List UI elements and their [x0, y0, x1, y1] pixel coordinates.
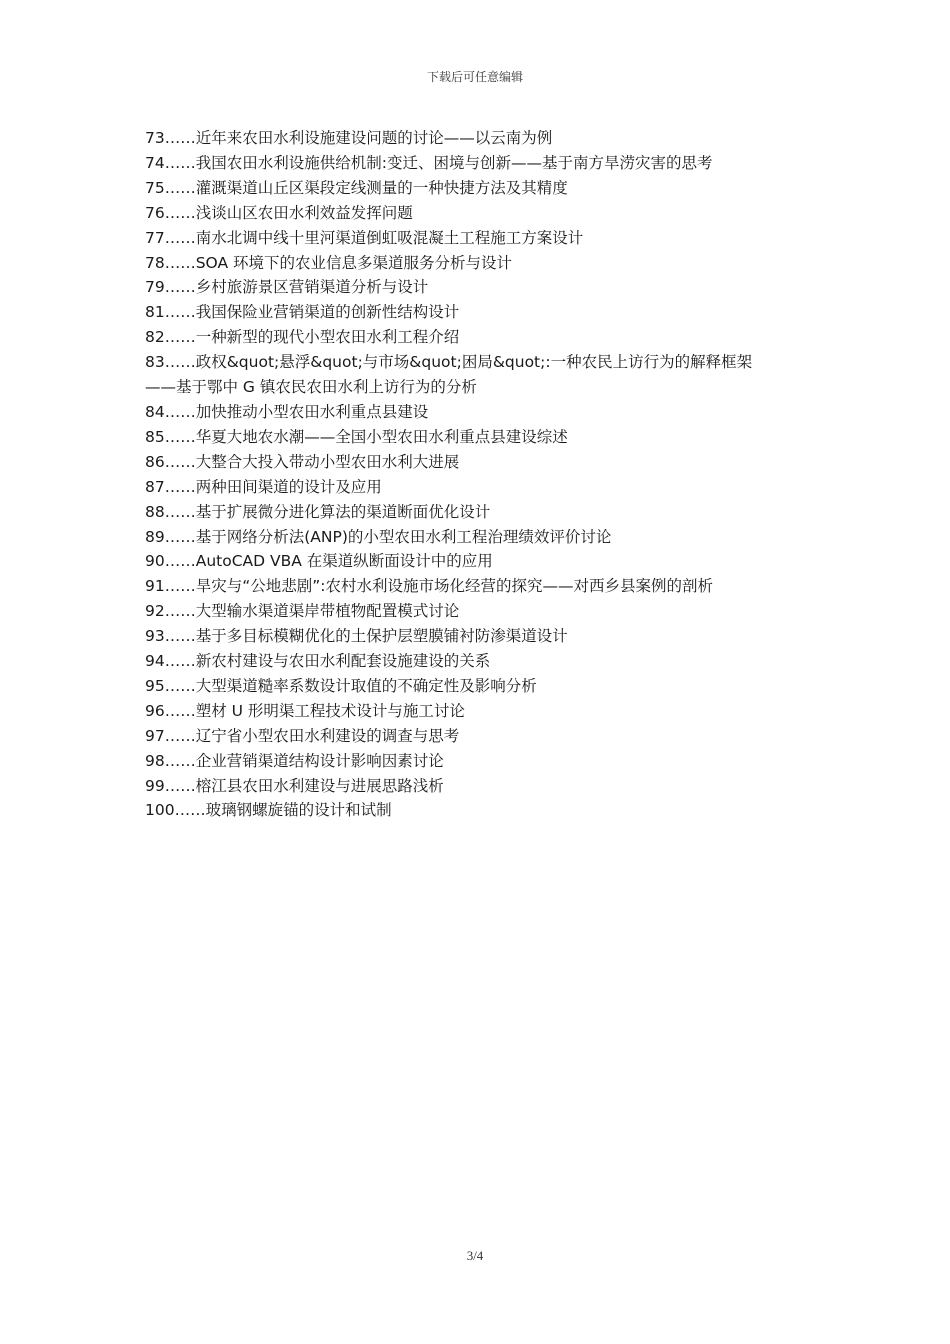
list-item-text: 88……基于扩展微分进化算法的渠道断面优化设计	[145, 502, 491, 521]
list-item-text: 87……两种田间渠道的设计及应用	[145, 477, 382, 496]
list-item-text: 92……大型输水渠道渠岸带植物配置模式讨论	[145, 602, 460, 621]
list-item	[145, 226, 835, 251]
list-item	[145, 624, 835, 649]
list-item-text: 85……华夏大地农水潮——全国小型农田水利重点县建设综述	[145, 427, 568, 446]
list-item	[145, 176, 835, 201]
list-item-text: 94……新农村建设与农田水利配套设施建设的关系	[145, 652, 491, 671]
list-item-text: 81……我国保险业营销渠道的创新性结构设计	[145, 303, 460, 322]
list-item	[145, 350, 835, 400]
list-item	[145, 475, 835, 500]
list-item	[145, 649, 835, 674]
list-item	[145, 699, 835, 724]
list-item-text: 99……榕江县农田水利建设与进展思路浅析	[145, 776, 444, 795]
list-item-text: 83……政权&quot;悬浮&quot;与市场&quot;困局&quot;:一种农民上访行为的解释框架	[145, 353, 753, 372]
list-item	[145, 500, 835, 525]
list-item	[145, 325, 835, 350]
list-item	[145, 549, 835, 574]
list-item	[145, 400, 835, 425]
list-item-text: 91……旱灾与“公地悲剧”:农村水利设施市场化经营的探究——对西乡县案例的剖析	[145, 577, 714, 596]
list-item-text: 79……乡村旅游景区营销渠道分析与设计	[145, 278, 429, 297]
list-item	[145, 300, 835, 325]
list-item	[145, 749, 835, 774]
list-item	[145, 201, 835, 226]
reference-list	[145, 126, 835, 823]
list-item-text: 93……基于多目标模糊优化的土保护层塑膜铺衬防渗渠道设计	[145, 627, 568, 646]
list-item	[145, 151, 835, 176]
list-item-text: 73……近年来农田水利设施建设问题的讨论——以云南为例	[145, 129, 553, 147]
list-item-continuation: ——基于鄂中 G 镇农民农田水利上访行为的分析	[145, 378, 477, 397]
list-item-text: 86……大整合大投入带动小型农田水利大进展	[145, 452, 460, 471]
list-item	[145, 599, 835, 624]
list-item-text: 95……大型渠道糙率系数设计取值的不确定性及影响分析	[145, 676, 537, 695]
list-item-text: 76……浅谈山区农田水利效益发挥问题	[145, 203, 413, 222]
list-item	[145, 275, 835, 300]
page-header: 下载后可任意编辑	[426, 70, 523, 84]
list-item	[145, 724, 835, 749]
list-item	[145, 574, 835, 599]
list-item-text: 90……AutoCAD VBA 在渠道纵断面设计中的应用	[145, 552, 493, 571]
list-item-text: 74……我国农田水利设施供给机制:变迁、困境与创新——基于南方旱涝灾害的思考	[145, 153, 713, 172]
page-number: 3/4	[466, 1248, 484, 1263]
list-item-text: 82……一种新型的现代小型农田水利工程介绍	[145, 328, 460, 347]
list-item-text: 97……辽宁省小型农田水利建设的调查与思考	[145, 726, 460, 745]
list-item-text: 100……玻璃钢螺旋锚的设计和试制	[145, 801, 392, 820]
list-item	[145, 126, 835, 151]
list-item	[145, 450, 835, 475]
list-item	[145, 774, 835, 799]
list-item	[145, 525, 835, 550]
list-item-text: 78……SOA 环境下的农业信息多渠道服务分析与设计	[145, 253, 513, 272]
list-item-text: 77……南水北调中线十里河渠道倒虹吸混凝土工程施工方案设计	[145, 228, 584, 247]
list-item-text: 96……塑材 U 形明渠工程技术设计与施工讨论	[145, 701, 465, 720]
list-item	[145, 251, 835, 276]
list-item	[145, 674, 835, 699]
list-item-text: 84……加快推动小型农田水利重点县建设	[145, 402, 429, 421]
list-item-text: 89……基于网络分析法(ANP)的小型农田水利工程治理绩效评价讨论	[145, 527, 612, 546]
list-item-text: 98……企业营销渠道结构设计影响因素讨论	[145, 751, 444, 770]
list-item-text: 75……灌溉渠道山丘区渠段定线测量的一种快捷方法及其精度	[145, 178, 568, 197]
list-item	[145, 425, 835, 450]
list-item	[145, 798, 835, 823]
